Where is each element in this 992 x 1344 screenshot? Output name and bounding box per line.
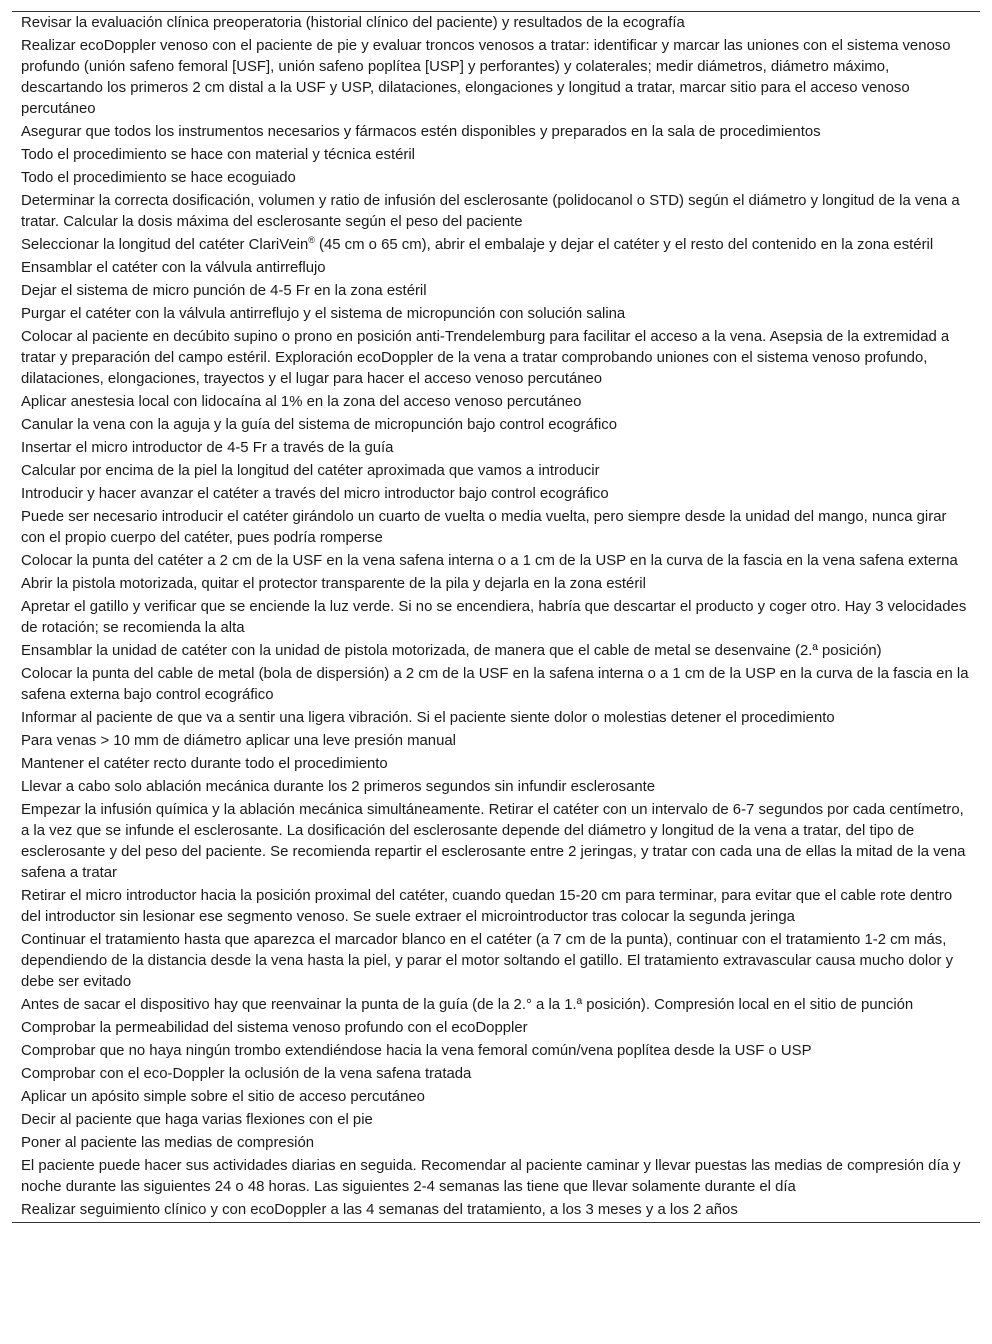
procedure-step-text: Colocar al paciente en decúbito supino o prono en posición anti-Trendelemburg para facilitar el acceso a la vena. Asepsia de la extremidad a tratar y preparación del campo estéril. Exploración ecoDoppler de la vena a tratar comprobando uniones con el sistema venoso profundo, dilataciones, elongaciones, trayectos y el lugar para hacer el acceso venoso percutáneo [21, 329, 950, 387]
table-row [12, 167, 980, 190]
procedure-step-text: Continuar el tratamiento hasta que aparezca el marcador blanco en el catéter (a 7 cm de la punta), continuar con el tratamiento 1-2 cm más, dependiendo de la distancia desde la vena hasta la piel, y parar el motor soltando el gatillo. El tratamiento extravascular causa mucho dolor y debe ser evitado [21, 932, 954, 990]
procedure-step-text: Todo el procedimiento se hace con material y técnica estéril [21, 147, 415, 163]
procedure-step-text: Antes de sacar el dispositivo hay que reenvainar la punta de la guía (de la 2.° a la 1.ª posición). Compresión local en el sitio de punción [21, 997, 914, 1013]
registered-mark: ® [308, 235, 315, 245]
table-row [12, 506, 980, 550]
procedure-steps-body [12, 12, 980, 1222]
table-row [12, 753, 980, 776]
table-row [12, 707, 980, 730]
procedure-step-text: Introducir y hacer avanzar el catéter a través del micro introductor bajo control ecográfico [21, 486, 609, 502]
procedure-step-text: Decir al paciente que haga varias flexiones con el pie [21, 1112, 373, 1128]
table-row [12, 1086, 980, 1109]
procedure-step-text: Informar al paciente de que va a sentir una ligera vibración. Si el paciente siente dolor o molestias detener el procedimiento [21, 710, 835, 726]
procedure-step-text: Para venas > 10 mm de diámetro aplicar una leve presión manual [21, 733, 456, 749]
procedure-step-text: Aplicar un apósito simple sobre el sitio de acceso percutáneo [21, 1089, 425, 1105]
table-row [12, 994, 980, 1017]
table-row [12, 190, 980, 234]
procedure-step-text: Revisar la evaluación clínica preoperatoria (historial clínico del paciente) y resultados de la ecografía [21, 15, 685, 31]
table-row [12, 1017, 980, 1040]
table-row [12, 12, 980, 35]
table-row [12, 257, 980, 280]
procedure-step-text: Mantener el catéter recto durante todo el procedimiento [21, 756, 388, 772]
procedure-step-text: Poner al paciente las medias de compresión [21, 1135, 315, 1151]
procedure-step-text: Comprobar que no haya ningún trombo extendiéndose hacia la vena femoral común/vena poplítea desde la USF o USP [21, 1043, 812, 1059]
procedure-step-text: El paciente puede hacer sus actividades diarias en seguida. Recomendar al paciente caminar y llevar puestas las medias de compresión día y noche durante las siguientes 24 o 48 horas. Las siguientes 2-4 semanas las tiene que llevar solamente durante el día [21, 1158, 961, 1195]
procedure-step-text: Realizar ecoDoppler venoso con el paciente de pie y evaluar troncos venosos a tratar: identificar y marcar las uniones con el sistema venoso profundo (unión safeno femoral [USF], unión safeno poplítea [USP] y perforantes) y colaterales; medir diámetros, diámetro máximo, descartando los primeros 2 cm distal a la USF y USP, dilataciones, elongaciones y longitud a tratar, marcar sitio para el acceso venoso percutáneo [21, 38, 951, 117]
table-row [12, 280, 980, 303]
procedure-step-text: Calcular por encima de la piel la longitud del catéter aproximada que vamos a introducir [21, 463, 600, 479]
procedure-step-text: Colocar la punta del cable de metal (bola de dispersión) a 2 cm de la USF en la safena interna o a 1 cm de la USP en la curva de la fascia en la safena externa bajo control ecográfico [21, 666, 969, 703]
procedure-step-text: Abrir la pistola motorizada, quitar el protector transparente de la pila y dejarla en la zona estéril [21, 576, 646, 592]
table-row [12, 144, 980, 167]
table-row [12, 885, 980, 929]
procedure-step-text: Comprobar la permeabilidad del sistema venoso profundo con el ecoDoppler [21, 1020, 528, 1036]
procedure-steps-table [12, 12, 980, 1222]
procedure-step-text: Retirar el micro introductor hacia la posición proximal del catéter, cuando quedan 15-20 cm para terminar, para evitar que el cable rote dentro del introductor sin lesionar ese segmento venoso. Se suele extraer el microintroductor tras colocar la segunda jeringa [21, 888, 953, 925]
table-row [12, 35, 980, 121]
procedure-step-text: Llevar a cabo solo ablación mecánica durante los 2 primeros segundos sin infundir esclerosante [21, 779, 656, 795]
procedure-step-text: Comprobar con el eco-Doppler la oclusión de la vena safena tratada [21, 1066, 472, 1082]
procedure-step-text: Todo el procedimiento se hace ecoguiado [21, 170, 296, 186]
procedure-step-text: Apretar el gatillo y verificar que se enciende la luz verde. Si no se encendiera, habría que descartar el producto y coger otro. Hay 3 velocidades de rotación; se recomienda la alta [21, 599, 967, 636]
table-row [12, 303, 980, 326]
table-row [12, 573, 980, 596]
table-row [12, 121, 980, 144]
table-row [12, 460, 980, 483]
table-row [12, 483, 980, 506]
table-row [12, 1132, 980, 1155]
procedure-table [12, 11, 980, 1223]
procedure-step-text: Puede ser necesario introducir el catéter girándolo un cuarto de vuelta o media vuelta, pero siempre desde la unidad del mango, nunca girar con el propio cuerpo del catéter, pues podría romperse [21, 509, 947, 546]
procedure-step-text: Realizar seguimiento clínico y con ecoDoppler a las 4 semanas del tratamiento, a los 3 meses y a los 2 años [21, 1202, 738, 1218]
procedure-step-text: Aplicar anestesia local con lidocaína al 1% en la zona del acceso venoso percutáneo [21, 394, 582, 410]
procedure-step-text: Ensamblar la unidad de catéter con la unidad de pistola motorizada, de manera que el cable de metal se desenvaine (2.ª posición) [21, 643, 882, 659]
table-row [12, 326, 980, 391]
table-row [12, 550, 980, 573]
procedure-step-text: Dejar el sistema de micro punción de 4-5 Fr en la zona estéril [21, 283, 427, 299]
table-row [12, 234, 980, 257]
table-row [12, 640, 980, 663]
table-row [12, 414, 980, 437]
table-row [12, 391, 980, 414]
procedure-step-text: Seleccionar la longitud del catéter ClariVein® (45 cm o 65 cm), abrir el embalaje y dejar el catéter y el resto del contenido en la zona estéril [21, 235, 934, 253]
procedure-step-text: Purgar el catéter con la válvula antirreflujo y el sistema de micropunción con solución salina [21, 306, 626, 322]
table-row [12, 596, 980, 640]
table-row [12, 1040, 980, 1063]
table-row [12, 1109, 980, 1132]
table-row [12, 663, 980, 707]
table-row [12, 799, 980, 885]
table-row [12, 1199, 980, 1222]
table-row [12, 437, 980, 460]
procedure-step-text: Empezar la infusión química y la ablación mecánica simultáneamente. Retirar el catéter con un intervalo de 6-7 segundos por cada centímetro, a la vez que se infunde el esclerosante. La dosificación del esclerosante depende del diámetro y longitud de la vena a tratar, del tipo de esclerosante y del peso del paciente. Se recomienda repartir el esclerosante entre 2 jeringas, y tratar con cada una de ellas la mitad de la vena safena a tratar [21, 802, 966, 881]
procedure-step-text: Determinar la correcta dosificación, volumen y ratio de infusión del esclerosante (polidocanol o STD) según el diámetro y longitud de la vena a tratar. Calcular la dosis máxima del esclerosante según el peso del paciente [21, 193, 960, 230]
table-row [12, 1063, 980, 1086]
procedure-step-text: Asegurar que todos los instrumentos necesarios y fármacos estén disponibles y preparados en la sala de procedimientos [21, 124, 821, 140]
procedure-step-text: Insertar el micro introductor de 4-5 Fr a través de la guía [21, 440, 394, 456]
procedure-step-text: Canular la vena con la aguja y la guía del sistema de micropunción bajo control ecográfico [21, 417, 617, 433]
table-row [12, 1155, 980, 1199]
table-row [12, 929, 980, 994]
table-row [12, 776, 980, 799]
procedure-step-text: Ensamblar el catéter con la válvula antirreflujo [21, 260, 326, 276]
table-row [12, 730, 980, 753]
procedure-step-text: Colocar la punta del catéter a 2 cm de la USF en la vena safena interna o a 1 cm de la USP en la curva de la fascia en la vena safena externa [21, 553, 958, 569]
